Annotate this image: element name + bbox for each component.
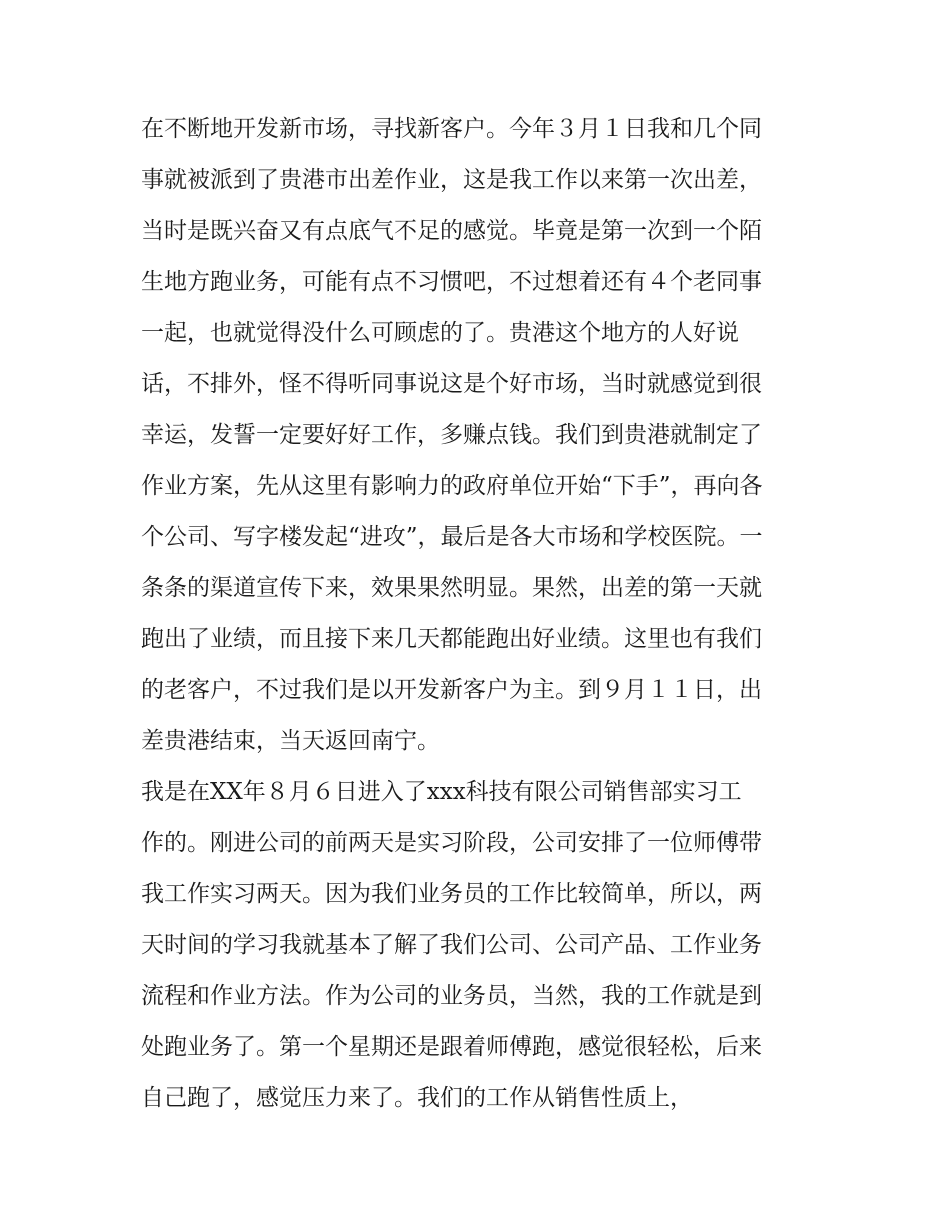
text-line: 自己跑了，感觉压力来了。我们的工作从销售性质上， <box>141 1085 693 1111</box>
text-line: 当时是既兴奋又有点底气不足的感觉。毕竟是第一次到一个陌 <box>141 218 762 244</box>
paragraph-internship <box>141 767 821 1124</box>
text-line: 处跑业务了。第一个星期还是跟着师傅跑，感觉很轻松，后来 <box>141 1034 762 1060</box>
text-line: 生地方跑业务，可能有点不习惯吧，不过想着还有４个老同事 <box>141 269 762 295</box>
text-line: 作业方案，先从这里有影响力的政府单位开始“下手”，再向各 <box>141 473 763 499</box>
text-line: 在不断地开发新市场，寻找新客户。今年３月１日我和几个同 <box>141 116 762 142</box>
text-line: 个公司、写字楼发起“进攻”，最后是各大市场和学校医院。一 <box>141 524 763 550</box>
text-line: 一起，也就觉得没什么可顾虑的了。贵港这个地方的人好说 <box>141 320 739 346</box>
text-line: 的老客户，不过我们是以开发新客户为主。到９月１１日，出 <box>141 677 762 703</box>
text-line: 作的。刚进公司的前两天是实习阶段，公司安排了一位师傅带 <box>141 830 762 856</box>
text-line: 条条的渠道宣传下来，效果果然明显。果然，出差的第一天就 <box>141 575 762 601</box>
text-line: 跑出了业绩，而且接下来几天都能跑出好业绩。这里也有我们 <box>141 626 762 652</box>
text-line: 天时间的学习我就基本了解了我们公司、公司产品、工作业务 <box>141 932 762 958</box>
text-line: 幸运，发誓一定要好好工作，多赚点钱。我们到贵港就制定了 <box>141 422 762 448</box>
text-line: 话，不排外，怪不得听同事说这是个好市场，当时就感觉到很 <box>141 371 762 397</box>
paragraph-business-trip <box>141 104 821 767</box>
text-line: 流程和作业方法。作为公司的业务员，当然，我的工作就是到 <box>141 983 762 1009</box>
text-line: 事就被派到了贵港市出差作业，这是我工作以来第一次出差， <box>141 167 762 193</box>
text-line: 差贵港结束，当天返回南宁。 <box>141 728 440 754</box>
text-line: 我工作实习两天。因为我们业务员的工作比较简单，所以，两 <box>141 881 762 907</box>
text-line: 我是在XX年８月６日进入了xxx科技有限公司销售部实习工 <box>141 779 742 805</box>
